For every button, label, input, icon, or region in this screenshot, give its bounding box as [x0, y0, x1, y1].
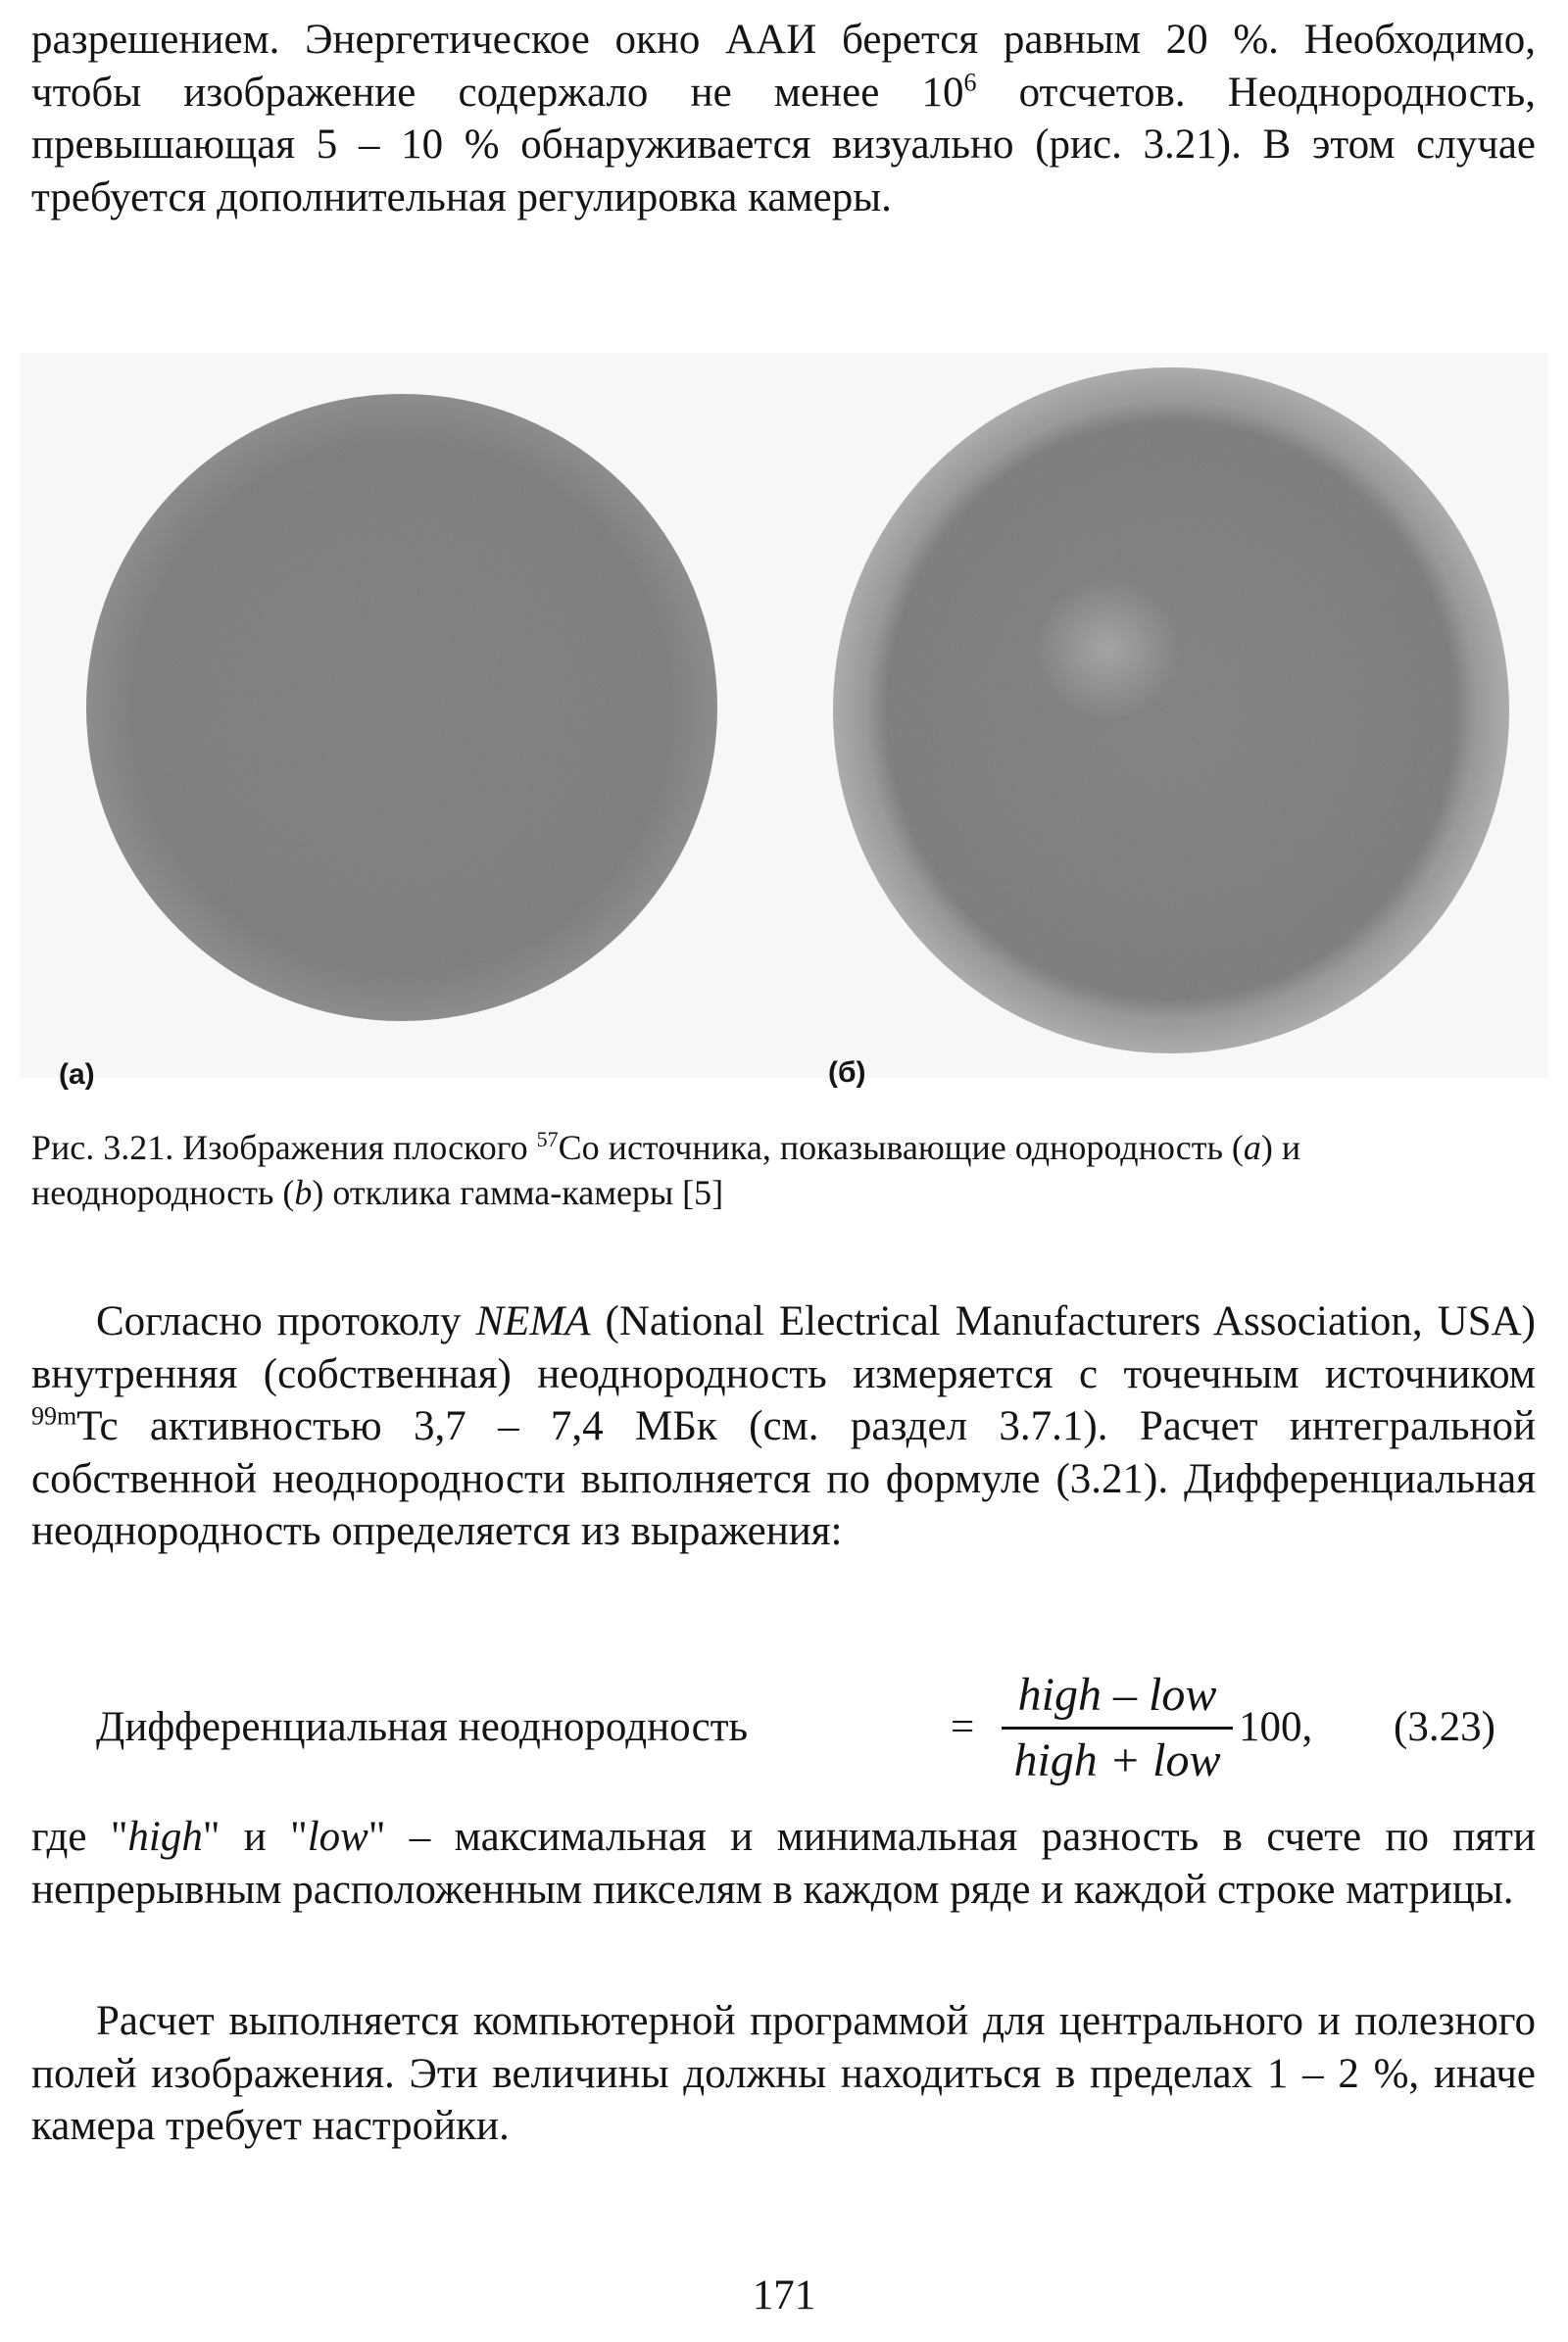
top-paragraph-superscript: 6	[963, 68, 977, 97]
where-text-3: " – максимальная и минимальная разность в счете по пяти непрерывным расположенным пикселям в каждом ряде и каждой строке матрицы.	[31, 1814, 1536, 1913]
equation-numerator: high – low	[1017, 1669, 1217, 1721]
where-text-1: где "	[31, 1814, 128, 1860]
figure-3-21	[0, 343, 1568, 1107]
caption-superscript: 57	[536, 1127, 559, 1151]
equation-equals: =	[951, 1704, 975, 1750]
nema-italic: NEMA	[475, 1298, 591, 1344]
nema-text-after: Tc активностью 3,7 – 7,4 МБк (см. раздел 3.7.1). Расчет интегральной собственной неоднородности выполняется по формуле (3.21). Дифференциальная неоднородность определяется из выражения:	[31, 1403, 1536, 1554]
nema-superscript: 99m	[31, 1401, 77, 1431]
panel-label-b: (б)	[828, 1056, 866, 1089]
caption-text: Рис. 3.21. Изображения плоского	[31, 1128, 537, 1167]
hot-spot	[1034, 578, 1181, 719]
where-italic-high: high	[127, 1814, 203, 1860]
caption-italic-b: b	[294, 1173, 313, 1212]
top-paragraph	[31, 14, 1536, 223]
page-number: 171	[752, 2272, 816, 2318]
caption-text-mid2: ) и неоднородность (	[31, 1128, 1301, 1212]
nema-text-mid: (National Electrical Manufacturers Association, USA) внутренняя (собственная) неоднородность измеряется с точечным источником	[31, 1298, 1536, 1397]
equation-fraction	[1002, 1666, 1233, 1790]
equation-3-23	[31, 1666, 1541, 1793]
equation-lhs: Дифференциальная неоднородность	[96, 1704, 749, 1750]
nonuniform-disk-image	[833, 367, 1509, 1053]
uniform-disk-image	[86, 394, 717, 1021]
panel-label-a: (а)	[59, 1058, 95, 1091]
caption-italic-a: a	[1243, 1128, 1261, 1167]
figure-caption	[31, 1125, 1541, 1215]
top-paragraph-text-after: отсчетов. Неоднородность, превышающая 5 – 10 % обнаруживается визуально (рис. 3.21). В этом случае требуется дополнительная регулировка камеры.	[31, 69, 1536, 220]
caption-text-mid: Co источника, показывающие однородность (	[558, 1128, 1244, 1167]
calc-paragraph: Расчет выполняется компьютерной программой для центрального и полезного полей изображения. Эти величины должны находиться в пределах 1 – 2 %, иначе камера требует настройки.	[31, 1998, 1536, 2149]
where-paragraph	[31, 1811, 1536, 1916]
figure-images	[0, 343, 1568, 1107]
equation-multiplier: 100,	[1239, 1704, 1313, 1750]
where-italic-low: low	[307, 1814, 368, 1860]
top-paragraph-text: разрешением. Энергетическое окно ААИ берется равным 20 %. Необходимо, чтобы изображение содержало не менее 10	[31, 17, 1536, 116]
fraction-bar	[1002, 1727, 1233, 1730]
caption-text-after: ) отклика гамма-камеры [5]	[312, 1173, 724, 1212]
equation-denominator: high + low	[1013, 1734, 1221, 1786]
nema-paragraph	[31, 1295, 1536, 1558]
nema-text: Согласно протоколу	[96, 1298, 476, 1344]
equation-number: (3.23)	[1394, 1704, 1495, 1750]
where-text-2: " и "	[202, 1814, 308, 1860]
